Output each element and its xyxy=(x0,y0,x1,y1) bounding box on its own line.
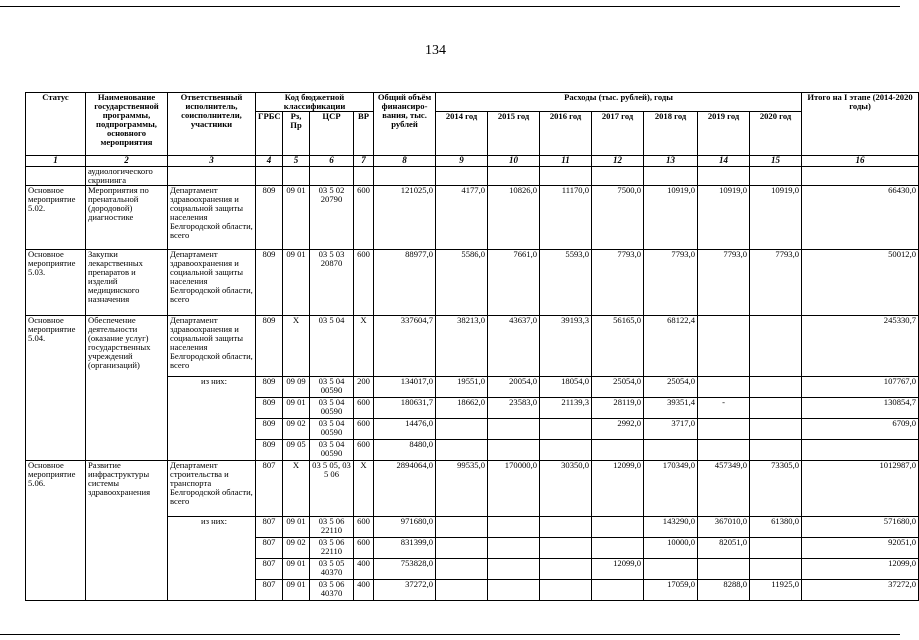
sub-y2020 xyxy=(750,377,802,398)
sub-rzpr: 09 02 xyxy=(283,538,310,559)
of-which-label: из них: xyxy=(168,517,256,601)
sub-y2020 xyxy=(750,398,802,419)
row-status: Основное мероприятие 5.02. xyxy=(26,186,86,250)
row-vr: 600 xyxy=(354,250,374,316)
row-executor: Департамент строительства и транспорта Белгородской области, всего xyxy=(168,461,256,517)
header-year-2020: 2020 год xyxy=(750,112,802,156)
col-number: 6 xyxy=(310,156,354,167)
sub-y2016: 21139,3 xyxy=(540,398,592,419)
row-stage: 50012,0 xyxy=(802,250,919,316)
sub-rzpr: 09 01 xyxy=(283,580,310,601)
sub-vr: 600 xyxy=(354,440,374,461)
sub-rzpr: 09 05 xyxy=(283,440,310,461)
sub-vr: 200 xyxy=(354,377,374,398)
bottom-rule xyxy=(0,634,900,635)
sub-y2020: 11925,0 xyxy=(750,580,802,601)
sub-y2019: 8288,0 xyxy=(698,580,750,601)
continuation-text: аудиологического скрининга xyxy=(86,167,168,186)
sub-grbs: 809 xyxy=(256,440,283,461)
sub-total: 8480,0 xyxy=(374,440,436,461)
row-rzpr: 09 01 xyxy=(283,186,310,250)
top-rule xyxy=(0,6,900,7)
sub-y2017 xyxy=(592,440,644,461)
sub-y2020 xyxy=(750,419,802,440)
row-y2020: 7793,0 xyxy=(750,250,802,316)
sub-y2019 xyxy=(698,559,750,580)
sub-y2017: 12099,0 xyxy=(592,559,644,580)
sub-csr: 03 5 04 00590 xyxy=(310,377,354,398)
sub-y2016 xyxy=(540,419,592,440)
col-number: 7 xyxy=(354,156,374,167)
sub-total: 37272,0 xyxy=(374,580,436,601)
row-grbs: 809 xyxy=(256,250,283,316)
row-rzpr: Х xyxy=(283,461,310,517)
header-total: Общий объём финансиро-вания, тыс. рублей xyxy=(374,93,436,156)
col-number: 14 xyxy=(698,156,750,167)
header-year-2014: 2014 год xyxy=(436,112,488,156)
row-y2016: 11170,0 xyxy=(540,186,592,250)
sub-y2018: 143290,0 xyxy=(644,517,698,538)
sub-y2019: 367010,0 xyxy=(698,517,750,538)
sub-y2018: 39351,4 xyxy=(644,398,698,419)
table-row xyxy=(26,250,919,316)
row-y2016: 5593,0 xyxy=(540,250,592,316)
header-year-2015: 2015 год xyxy=(488,112,540,156)
col-number: 3 xyxy=(168,156,256,167)
row-executor: Департамент здравоохранения и социальной защиты населения Белгородской области, всего xyxy=(168,250,256,316)
sub-grbs: 807 xyxy=(256,517,283,538)
sub-csr: 03 5 05 40370 xyxy=(310,559,354,580)
sub-y2016: 18054,0 xyxy=(540,377,592,398)
sub-y2015 xyxy=(488,419,540,440)
sub-stage: 107767,0 xyxy=(802,377,919,398)
sub-vr: 600 xyxy=(354,538,374,559)
header-year-2016: 2016 год xyxy=(540,112,592,156)
sub-y2015 xyxy=(488,580,540,601)
sub-y2015 xyxy=(488,440,540,461)
header-year-2017: 2017 год xyxy=(592,112,644,156)
row-csr: 03 5 03 20870 xyxy=(310,250,354,316)
sub-y2019: 82051,0 xyxy=(698,538,750,559)
col-number: 13 xyxy=(644,156,698,167)
header-row-1 xyxy=(26,93,919,112)
header-stage-total: Итого на I этапе (2014-2020 годы) xyxy=(802,93,919,156)
sub-y2015 xyxy=(488,559,540,580)
row-executor: Департамент здравоохранения и социальной защиты населения Белгородской области, всего xyxy=(168,186,256,250)
sub-grbs: 807 xyxy=(256,580,283,601)
col-number: 15 xyxy=(750,156,802,167)
sub-y2019: - xyxy=(698,398,750,419)
header-expenses: Расходы (тыс. рублей), годы xyxy=(436,93,802,112)
sub-y2018 xyxy=(644,559,698,580)
sub-rzpr: 09 01 xyxy=(283,559,310,580)
sub-csr: 03 5 06 22110 xyxy=(310,517,354,538)
sub-y2014 xyxy=(436,419,488,440)
header-budget-code: Код бюджетной классификации xyxy=(256,93,374,112)
row-y2016: 39193,3 xyxy=(540,316,592,377)
row-y2017: 7793,0 xyxy=(592,250,644,316)
header-csr: ЦСР xyxy=(310,112,354,156)
sub-stage: 37272,0 xyxy=(802,580,919,601)
sub-grbs: 809 xyxy=(256,419,283,440)
sub-vr: 400 xyxy=(354,559,374,580)
table-row xyxy=(26,186,919,250)
sub-grbs: 807 xyxy=(256,559,283,580)
row-name: Мероприятия по пренатальной (дородовой) диагностике xyxy=(86,186,168,250)
row-total: 337604,7 xyxy=(374,316,436,377)
sub-grbs: 809 xyxy=(256,398,283,419)
sub-y2020 xyxy=(750,559,802,580)
sub-y2015 xyxy=(488,517,540,538)
row-status: Основное мероприятие 5.03. xyxy=(26,250,86,316)
row-total: 88977,0 xyxy=(374,250,436,316)
row-executor: Департамент здравоохранения и социальной защиты населения Белгородской области, всего xyxy=(168,316,256,377)
sub-rzpr: 09 01 xyxy=(283,398,310,419)
sub-stage: 571680,0 xyxy=(802,517,919,538)
sub-y2019 xyxy=(698,440,750,461)
col-number: 8 xyxy=(374,156,436,167)
sub-rzpr: 09 02 xyxy=(283,419,310,440)
sub-csr: 03 5 06 40370 xyxy=(310,580,354,601)
col-number: 2 xyxy=(86,156,168,167)
of-which-label: из них: xyxy=(168,377,256,461)
sub-y2018: 10000,0 xyxy=(644,538,698,559)
row-y2017: 12099,0 xyxy=(592,461,644,517)
sub-y2014 xyxy=(436,538,488,559)
row-stage: 1012987,0 xyxy=(802,461,919,517)
budget-table xyxy=(25,92,919,601)
sub-y2016 xyxy=(540,517,592,538)
sub-stage xyxy=(802,440,919,461)
row-status: Основное мероприятие 5.06. xyxy=(26,461,86,601)
col-number: 12 xyxy=(592,156,644,167)
sub-y2017: 2992,0 xyxy=(592,419,644,440)
sub-y2018: 3717,0 xyxy=(644,419,698,440)
sub-vr: 400 xyxy=(354,580,374,601)
page-number: 134 xyxy=(425,43,446,58)
row-y2018: 7793,0 xyxy=(644,250,698,316)
header-grbs: ГРБС xyxy=(256,112,283,156)
header-status: Статус xyxy=(26,93,86,156)
sub-total: 753828,0 xyxy=(374,559,436,580)
header-year-2018: 2018 год xyxy=(644,112,698,156)
sub-y2017 xyxy=(592,538,644,559)
row-y2014: 5586,0 xyxy=(436,250,488,316)
row-y2016: 30350,0 xyxy=(540,461,592,517)
sub-y2016 xyxy=(540,559,592,580)
sub-y2014 xyxy=(436,440,488,461)
row-total: 121025,0 xyxy=(374,186,436,250)
sub-csr: 03 5 04 00590 xyxy=(310,419,354,440)
row-stage: 66430,0 xyxy=(802,186,919,250)
row-y2020 xyxy=(750,316,802,377)
col-number: 4 xyxy=(256,156,283,167)
sub-y2016 xyxy=(540,580,592,601)
row-name: Развитие инфраструктуры системы здравоохранения xyxy=(86,461,168,601)
sub-y2015 xyxy=(488,538,540,559)
sub-y2018 xyxy=(644,440,698,461)
row-y2019: 7793,0 xyxy=(698,250,750,316)
row-stage: 245330,7 xyxy=(802,316,919,377)
row-y2018: 10919,0 xyxy=(644,186,698,250)
row-csr: 03 5 05, 03 5 06 xyxy=(310,461,354,517)
row-y2018: 170349,0 xyxy=(644,461,698,517)
row-name: Закупки лекарственных препаратов и изделий медицинского назначения xyxy=(86,250,168,316)
column-number-row xyxy=(26,156,919,167)
row-rzpr: Х xyxy=(283,316,310,377)
sub-y2014: 19551,0 xyxy=(436,377,488,398)
sub-y2014 xyxy=(436,559,488,580)
row-y2017: 7500,0 xyxy=(592,186,644,250)
row-y2019: 457349,0 xyxy=(698,461,750,517)
row-rzpr: 09 01 xyxy=(283,250,310,316)
row-y2015: 7661,0 xyxy=(488,250,540,316)
sub-y2015: 23583,0 xyxy=(488,398,540,419)
row-y2019: 10919,0 xyxy=(698,186,750,250)
row-csr: 03 5 02 20790 xyxy=(310,186,354,250)
row-status: Основное мероприятие 5.04. xyxy=(26,316,86,461)
sub-y2017 xyxy=(592,517,644,538)
row-grbs: 807 xyxy=(256,461,283,517)
sub-total: 14476,0 xyxy=(374,419,436,440)
sub-y2015: 20054,0 xyxy=(488,377,540,398)
row-y2019 xyxy=(698,316,750,377)
header-executor: Ответственный исполнитель, соисполнители, участники xyxy=(168,93,256,156)
sub-y2016 xyxy=(540,440,592,461)
sub-y2017: 25054,0 xyxy=(592,377,644,398)
row-y2015: 170000,0 xyxy=(488,461,540,517)
row-y2014: 38213,0 xyxy=(436,316,488,377)
sub-grbs: 807 xyxy=(256,538,283,559)
sub-y2020 xyxy=(750,440,802,461)
col-number: 11 xyxy=(540,156,592,167)
row-y2015: 43637,0 xyxy=(488,316,540,377)
sub-y2018: 25054,0 xyxy=(644,377,698,398)
row-vr: Х xyxy=(354,461,374,517)
row-y2020: 10919,0 xyxy=(750,186,802,250)
sub-stage: 6709,0 xyxy=(802,419,919,440)
sub-vr: 600 xyxy=(354,419,374,440)
header-name: Наименование государственной программы, подпрограммы, основного мероприятия xyxy=(86,93,168,156)
sub-vr: 600 xyxy=(354,517,374,538)
col-number: 5 xyxy=(283,156,310,167)
sub-stage: 92051,0 xyxy=(802,538,919,559)
sub-rzpr: 09 09 xyxy=(283,377,310,398)
continuation-row xyxy=(26,167,919,186)
row-vr: Х xyxy=(354,316,374,377)
sub-total: 831399,0 xyxy=(374,538,436,559)
row-y2014: 99535,0 xyxy=(436,461,488,517)
sub-vr: 600 xyxy=(354,398,374,419)
sub-y2016 xyxy=(540,538,592,559)
table-row xyxy=(26,461,919,517)
sub-rzpr: 09 01 xyxy=(283,517,310,538)
header-year-2019: 2019 год xyxy=(698,112,750,156)
sub-y2019 xyxy=(698,419,750,440)
sub-stage: 12099,0 xyxy=(802,559,919,580)
col-number: 9 xyxy=(436,156,488,167)
sub-stage: 130854,7 xyxy=(802,398,919,419)
row-y2014: 4177,0 xyxy=(436,186,488,250)
row-y2017: 56165,0 xyxy=(592,316,644,377)
row-y2020: 73305,0 xyxy=(750,461,802,517)
sub-total: 134017,0 xyxy=(374,377,436,398)
header-vr: ВР xyxy=(354,112,374,156)
row-y2015: 10826,0 xyxy=(488,186,540,250)
sub-total: 180631,7 xyxy=(374,398,436,419)
col-number: 1 xyxy=(26,156,86,167)
sub-y2020: 61380,0 xyxy=(750,517,802,538)
sub-grbs: 809 xyxy=(256,377,283,398)
sub-total: 971680,0 xyxy=(374,517,436,538)
sub-csr: 03 5 04 00590 xyxy=(310,440,354,461)
sub-csr: 03 5 04 00590 xyxy=(310,398,354,419)
row-vr: 600 xyxy=(354,186,374,250)
table-row xyxy=(26,316,919,377)
sub-y2014 xyxy=(436,517,488,538)
sub-csr: 03 5 06 22110 xyxy=(310,538,354,559)
row-total: 2894064,0 xyxy=(374,461,436,517)
col-number: 10 xyxy=(488,156,540,167)
sub-y2014 xyxy=(436,580,488,601)
row-y2018: 68122,4 xyxy=(644,316,698,377)
sub-y2020 xyxy=(750,538,802,559)
sub-y2019 xyxy=(698,377,750,398)
row-grbs: 809 xyxy=(256,186,283,250)
sub-y2014: 18662,0 xyxy=(436,398,488,419)
col-number: 16 xyxy=(802,156,919,167)
row-grbs: 809 xyxy=(256,316,283,377)
row-csr: 03 5 04 xyxy=(310,316,354,377)
header-rzpr: Рз, Пр xyxy=(283,112,310,156)
sub-y2017: 28119,0 xyxy=(592,398,644,419)
row-name: Обеспечение деятельности (оказание услуг) государственных учреждений (организаций) xyxy=(86,316,168,461)
sub-y2018: 17059,0 xyxy=(644,580,698,601)
sub-y2017 xyxy=(592,580,644,601)
